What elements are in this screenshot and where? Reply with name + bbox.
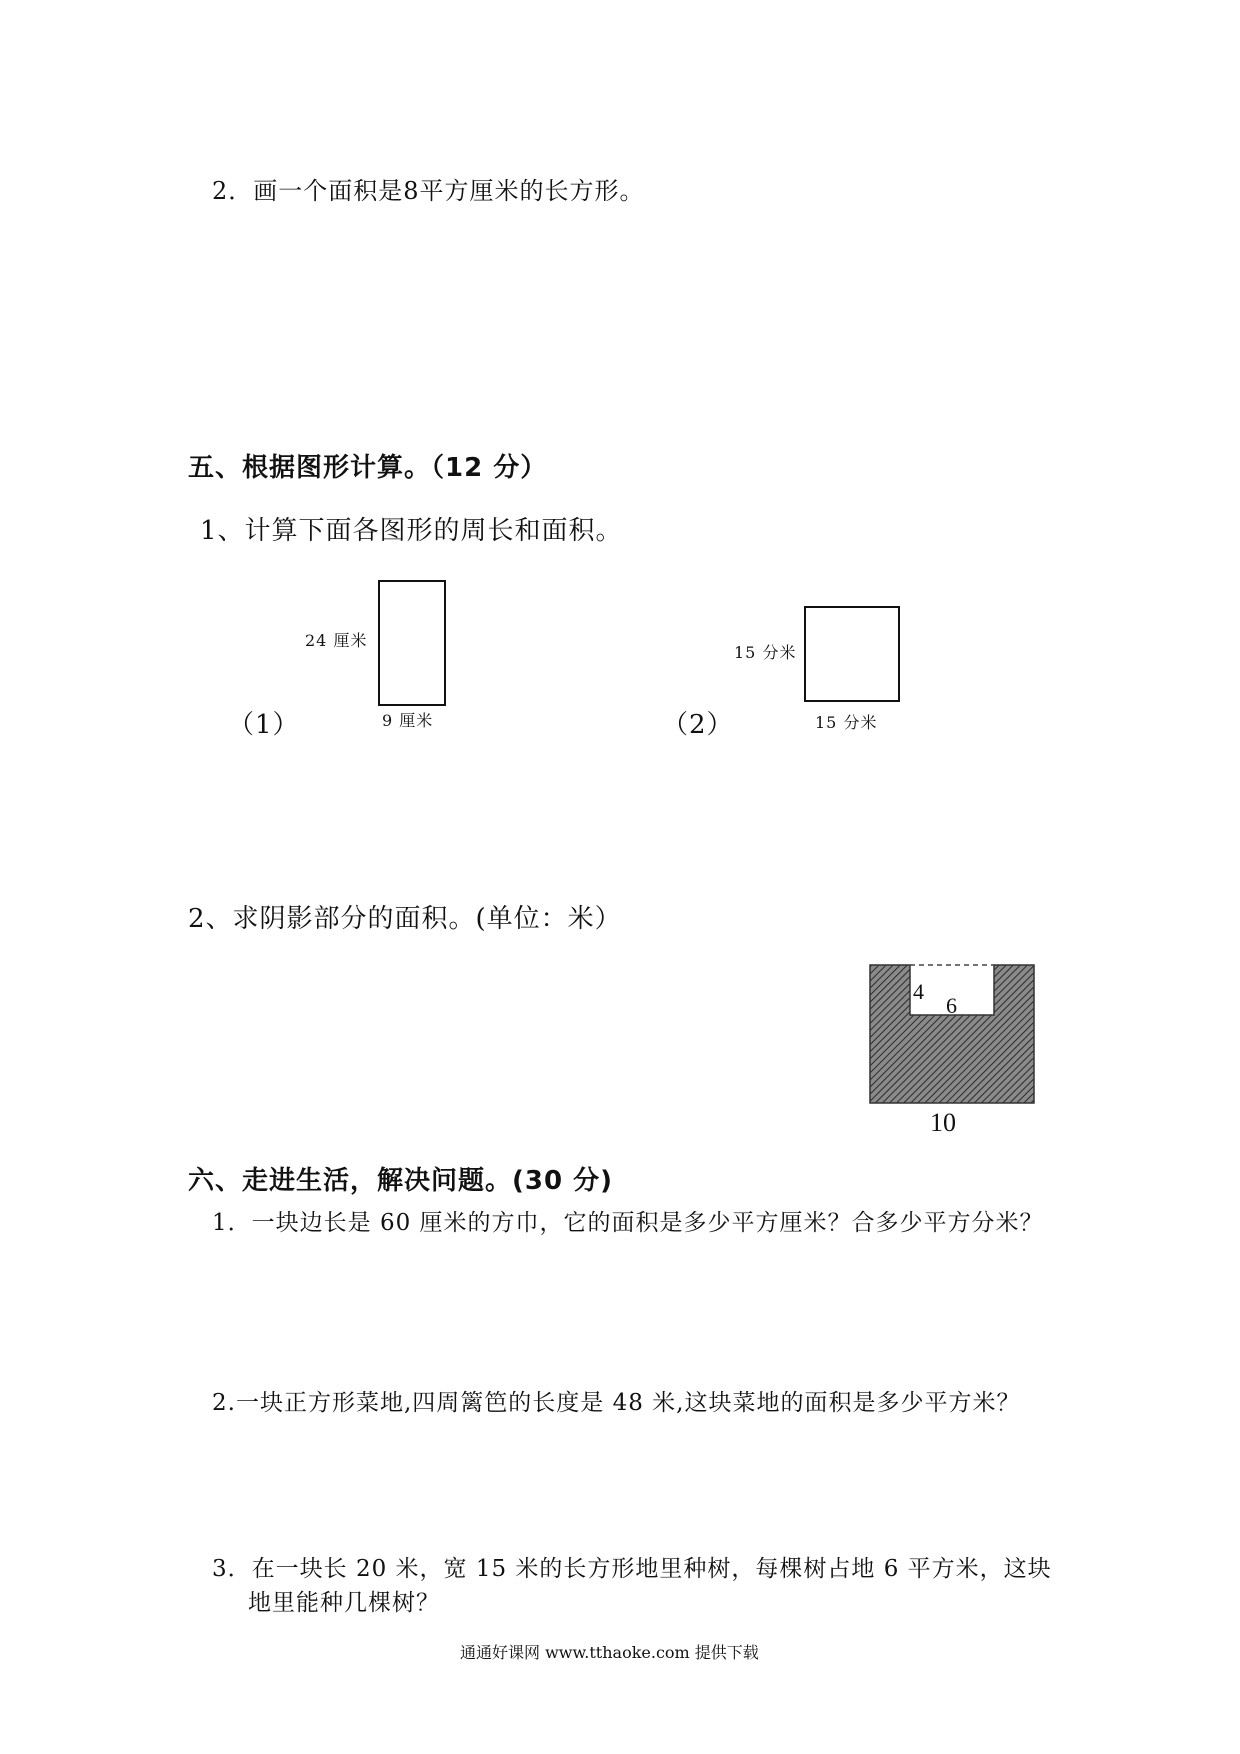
- question-6-1: 1．一块边长是 60 厘米的方巾，它的面积是多少平方厘米？合多少平方分米？: [212, 1210, 1044, 1236]
- question-5-1: 1、计算下面各图形的周长和面积。: [200, 516, 623, 546]
- figure-1-width-label: 9 厘米: [382, 711, 434, 730]
- figure-2-number: （2）: [662, 710, 734, 740]
- total-width-label: 10: [930, 1108, 956, 1137]
- rectangle-figure-1: [378, 580, 446, 706]
- figure-2-height-label: 15 分米: [734, 643, 797, 662]
- figure-2-width-label: 15 分米: [815, 713, 878, 732]
- figure-1-height-label: 24 厘米: [305, 631, 368, 650]
- question-6-3-line-2: 地里能种几棵树？: [248, 1590, 440, 1616]
- question-5-2: 2、求阴影部分的面积。(单位：米）: [188, 904, 622, 934]
- shaded-region: [870, 965, 1034, 1103]
- question-6-3-line-1: 3．在一块长 20 米，宽 15 米的长方形地里种树，每棵树占地 6 平方米，这块: [212, 1556, 1052, 1582]
- section-5-heading: 五、根据图形计算。（12 分）: [188, 453, 548, 483]
- notch-depth-label: 4: [913, 979, 924, 1004]
- notch-width-label: 6: [946, 993, 957, 1018]
- shaded-area-figure: [860, 955, 1040, 1141]
- question-4-2: 2．画一个面积是8平方厘米的长方形。: [212, 177, 645, 205]
- square-figure-2: [804, 606, 900, 702]
- section-6-heading: 六、走进生活，解决问题。(30 分): [188, 1166, 613, 1196]
- figure-1-number: （1）: [228, 710, 300, 740]
- question-6-2: 2.一块正方形菜地,四周篱笆的长度是 48 米,这块菜地的面积是多少平方米？: [212, 1390, 1021, 1416]
- footer-credit: 通通好课网 www.tthaoke.com 提供下载: [460, 1643, 759, 1662]
